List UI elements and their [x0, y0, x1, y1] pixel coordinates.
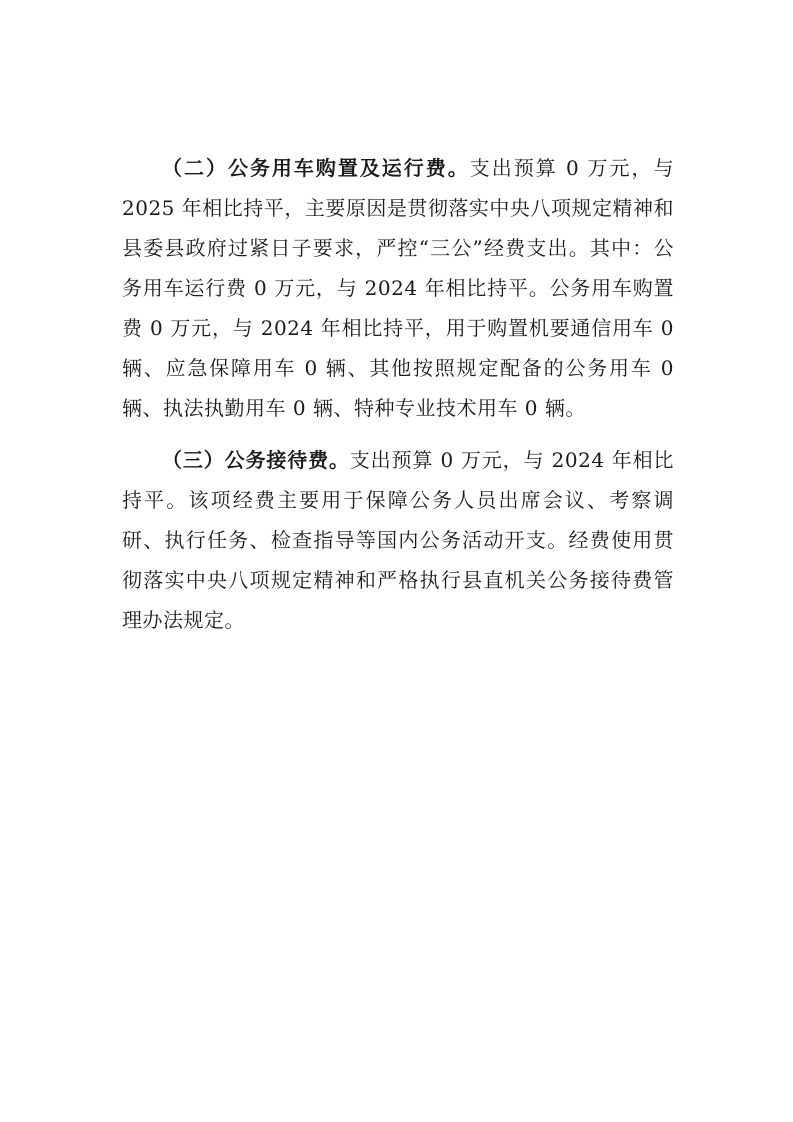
- section-body: 支出预算 0 万元，与 2025 年相比持平，主要原因是贯彻落实中央八项规定精神和县委县政府过紧日子要求，严控“三公”经费支出。其中：公务用车运行费 0 万元，与 2024 年相比持平。公务用车购置费 0 万元，与 2024 年相比持平，用于购置机要通信用车 0 辆、应急保障用车 0 辆、其他按照规定配备的公务用车 0 辆、执法执勤用车 0 辆、特种专业技术用车 0 辆。: [122, 156, 674, 420]
- section-body: 支出预算 0 万元，与 2024 年相比持平。该项经费主要用于保障公务人员出席会议、考察调研、执行任务、检查指导等国内公务活动开支。经费使用贯彻落实中央八项规定精神和严格执行县直机关公务接待费管理办法规定。: [122, 448, 675, 632]
- section-reception-costs: [122, 440, 674, 640]
- section-heading: （二）公务用车购置及运行费。: [162, 156, 470, 180]
- section-vehicle-costs: [122, 148, 674, 428]
- section-heading: （三）公务接待费。: [162, 448, 350, 472]
- document-body: [122, 148, 674, 640]
